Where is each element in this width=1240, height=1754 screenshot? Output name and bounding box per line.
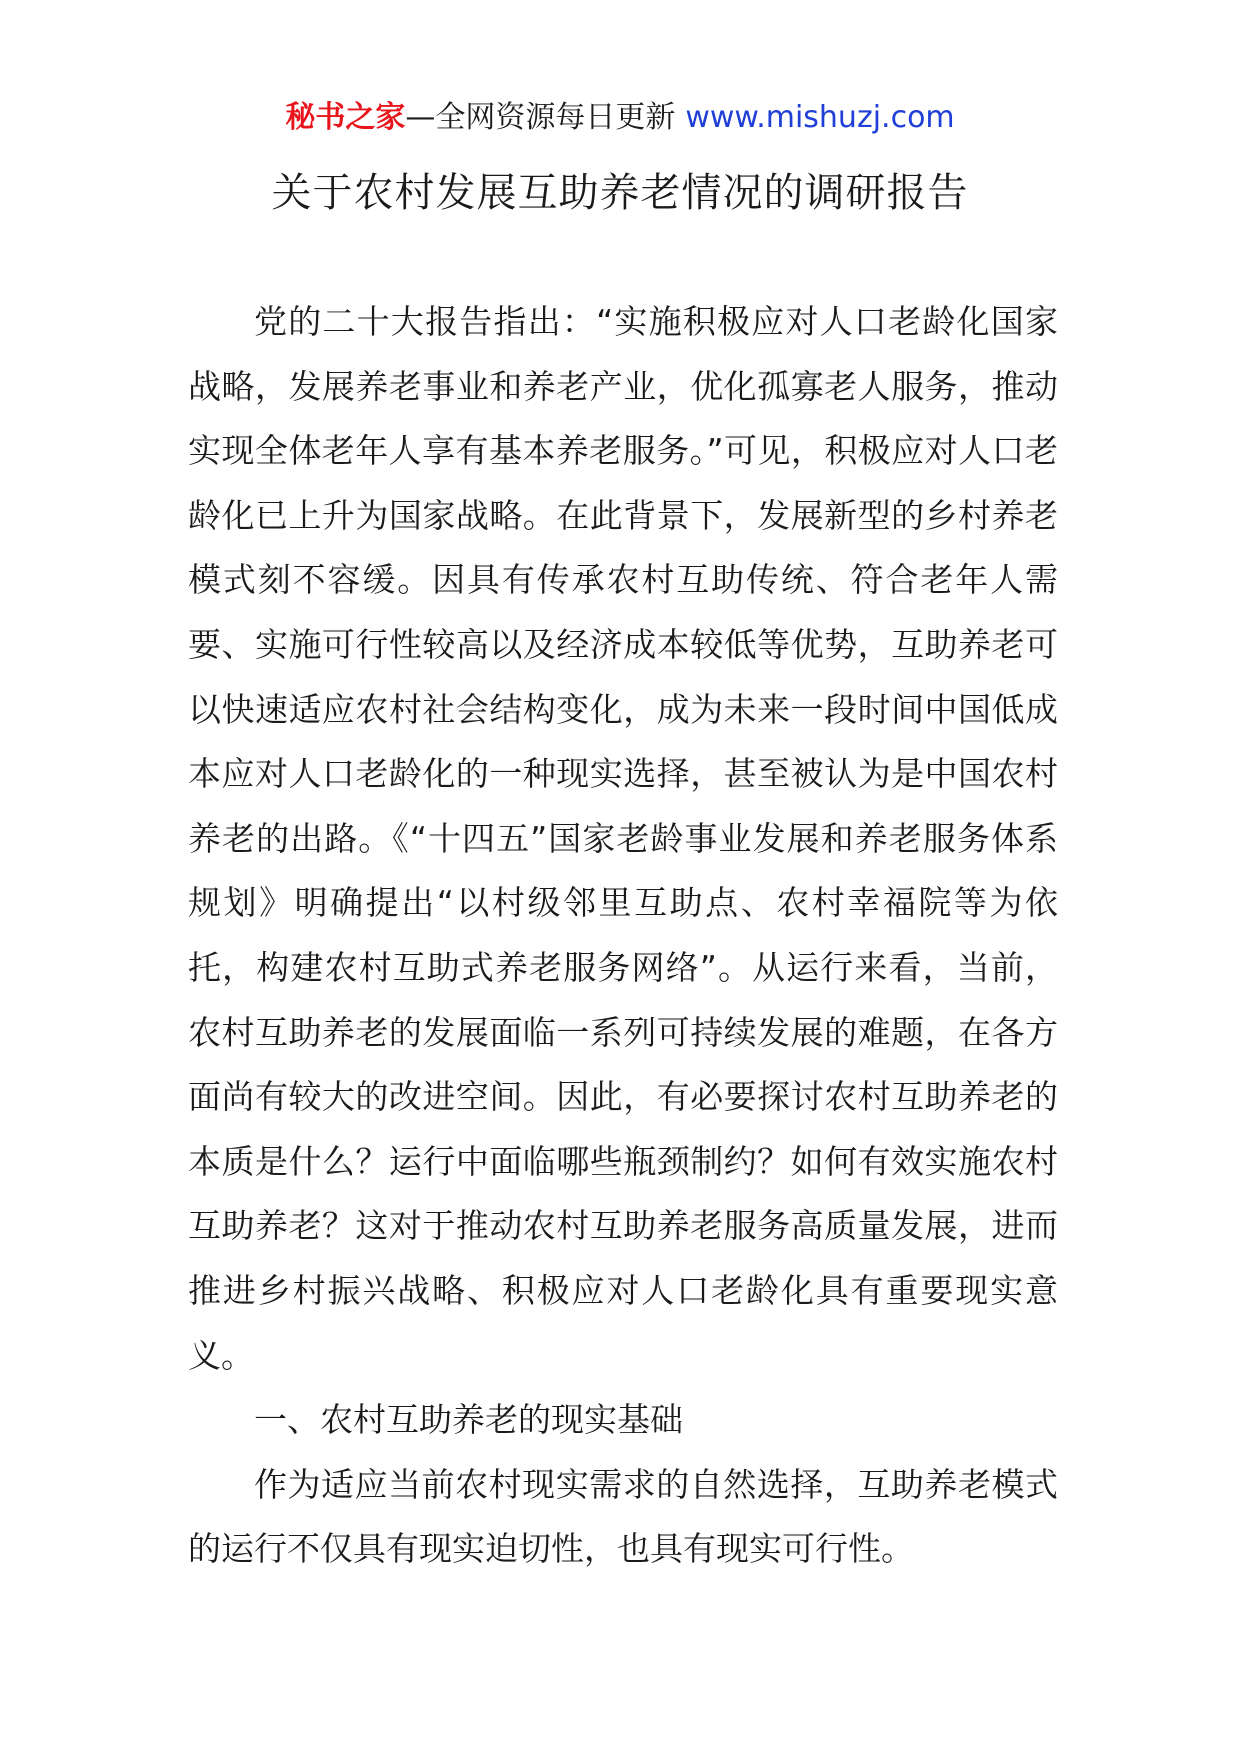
section-heading: 一、农村互助养老的现实基础 bbox=[254, 1400, 683, 1440]
document-body bbox=[188, 290, 1058, 1582]
site-url-link[interactable]: www.mishuzj.com bbox=[685, 100, 955, 135]
section-paragraph: 作为适应当前农村现实需求的自然选择，互助养老模式的运行不仅具有现实迫切性，也具有现实可行性。 bbox=[188, 1464, 1058, 1569]
brand-name: 秘书之家 bbox=[285, 100, 406, 135]
header-slogan: —全网资源每日更新 bbox=[405, 100, 676, 135]
document-title: 关于农村发展互助养老情况的调研报告 bbox=[271, 170, 969, 216]
intro-paragraph: 党的二十大报告指出：“实施积极应对人口老龄化国家战略，发展养老事业和养老产业，优化孤寡老人服务，推动实现全体老年人享有基本养老服务。”可见，积极应对人口老龄化已上升为国家战略。在此背景下，发展新型的乡村养老模式刻不容缓。因具有传承农村互助传统、符合老年人需要、实施可行性较高以及经济成本较低等优势，互助养老可以快速适应农村社会结构变化，成为未来一段时间中国低成本应对人口老龄化的一种现实选择，甚至被认为是中国农村养老的出路。《“十四五”国家老龄事业发展和养老服务体系规划》明确提出“以村级邻里互助点、农村幸福院等为依托，构建农村互助式养老服务网络”。从运行来看，当前，农村互助养老的发展面临一系列可持续发展的难题，在各方面尚有较大的改进空间。因此，有必要探讨农村互助养老的本质是什么？运行中面临哪些瓶颈制约？如何有效实施农村互助养老？这对于推动农村互助养老服务高质量发展，进而推进乡村振兴战略、积极应对人口老龄化具有重要现实意义。 bbox=[188, 302, 1058, 1375]
site-header bbox=[0, 98, 1240, 138]
